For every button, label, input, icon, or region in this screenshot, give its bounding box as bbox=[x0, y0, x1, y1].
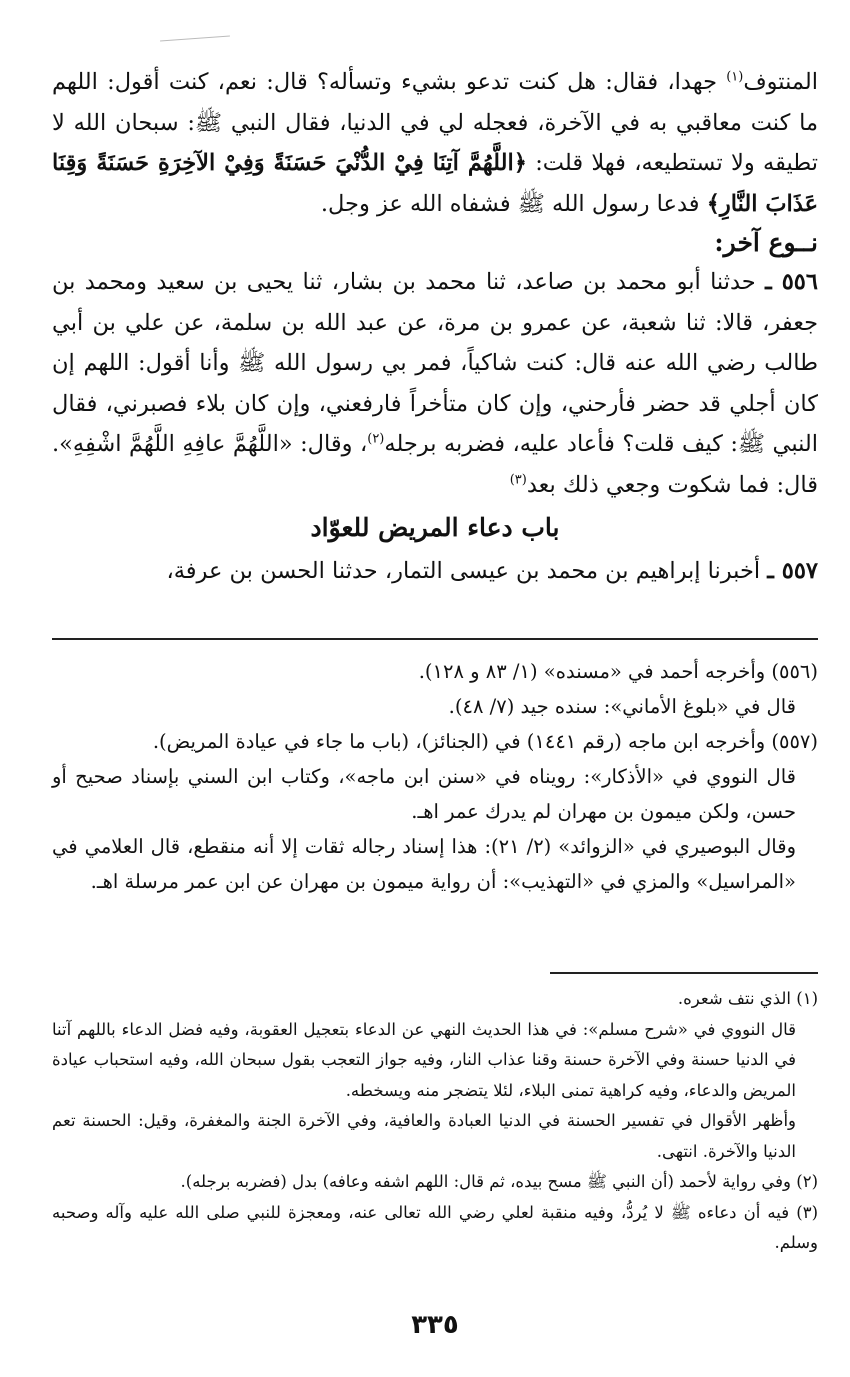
hadith-556 bbox=[52, 262, 818, 505]
hadith-number: ٥٥٧ ـ bbox=[767, 558, 818, 584]
text-segment: جهدا، فقال: هل كنت تدعو بشيء وتسأله؟ قال: نعم، كنت أقول: اللهم ما كنت معاقبي به في الآخرة، فعجله لي في الدنيا، فقال النبي ﷺ: سبحان الله لا تطيقه ولا تستطيعه، فهلا قلت: bbox=[52, 69, 818, 176]
footnote-1-text: قال النووي في «شرح مسلم»: في هذا الحديث النهي عن الدعاء بتعجيل العقوبة، وفيه فضل الدعاء باللهم آتنا في الدنيا حسنة وفي الآخرة حسنة وقنا عذاب النار، وفيه جواز التعجب بقول سبحان الله، وفيه استحباب عيادة المريض والدعاء، وفيه كراهية تمنى البلاء، لئلا يتضجر منه ويسخطه. bbox=[52, 1019, 796, 1100]
book-page bbox=[52, 0, 818, 1377]
footnote-divider bbox=[550, 972, 818, 974]
hadith-557 bbox=[52, 551, 818, 592]
footnote-1: (١) الذي نتف شعره. bbox=[677, 989, 818, 1008]
footnote-ref-2: (٢) bbox=[367, 431, 385, 447]
note-line: (٥٥٧) وأخرجه ابن ماجه (رقم ١٤٤١) في (الجنائز)، (باب ما جاء في عيادة المريض). bbox=[152, 730, 818, 753]
section-heading: نــوع آخر: bbox=[714, 228, 818, 257]
text-segment: فدعا رسول الله ﷺ فشفاه الله عز وجل. bbox=[320, 190, 707, 217]
main-text bbox=[52, 62, 818, 592]
footnote-3: (٣) فيه أن دعاءه ﷺ لا يُردُّ، وفيه منقبة لعلي رضي الله تعالى عنه، ومعجزة للنبي صلى الله عليه وآله وصحبه وسلم. bbox=[52, 1202, 818, 1252]
footnote-ref-1: (١) bbox=[726, 69, 744, 85]
takhrij-notes bbox=[52, 654, 818, 899]
footnote-1-text: وأظهر الأقوال في تفسير الحسنة في الدنيا العبادة والعافية، وفي الآخرة الجنة والمغفرة، وقيل: الحسنة تعم الدنيا والآخرة. انتهى. bbox=[52, 1111, 796, 1161]
footnote-2: (٢) وفي رواية لأحمد (أن النبي ﷺ مسح بيده، ثم قال: اللهم اشفه وعافه) بدل (فضربه برجله). bbox=[180, 1172, 818, 1191]
note-line: قال في «بلوغ الأماني»: سنده جيد (٧/ ٤٨). bbox=[448, 695, 796, 718]
hadith-number: ٥٥٦ ـ bbox=[765, 269, 818, 295]
text-segment: المنتوف bbox=[743, 69, 818, 95]
note-line: قال النووي في «الأذكار»: رويناه في «سنن ابن ماجه»، وكتاب ابن السني بإسناد صحيح أو حسن، ولكن ميمون بن مهران لم يدرك عمر اهـ. bbox=[52, 765, 796, 823]
note-line: (٥٥٦) وأخرجه أحمد في «مسنده» (١/ ٨٣ و ١٢٨). bbox=[418, 660, 818, 683]
paragraph-hadith-continuation bbox=[52, 62, 818, 224]
text-segment: حدثنا أبو محمد بن صاعد، ثنا محمد بن بشار، ثنا يحيى بن سعيد ومحمد بن جعفر، قالا: ثنا شعبة، عن عمرو بن مرة، عن عبد الله بن سلمة، عن علي بن أبي طالب رضي الله عنه قال: كنت شاكياً، فمر بي رسول الله ﷺ وأنا أقول: اللهم إن كان أجلي قد حضر فأرحني، وإن كان متأخراً فارفعني، وإن كان بلاء فصبرني، فقال النبي ﷺ: كيف قلت؟ فأعاد عليه، فضربه برجله bbox=[52, 269, 819, 457]
footnote-ref-3: (٣) bbox=[509, 472, 527, 487]
page-number: ٣٣٥ bbox=[411, 1310, 459, 1340]
text-segment: أخبرنا إبراهيم بن محمد بن عيسى التمار، حدثنا الحسن بن عرفة، bbox=[166, 558, 768, 584]
note-line: وقال البوصيري في «الزوائد» (٢/ ٢١): هذا إسناد رجاله ثقات إلا أنه منقطع، قال العلامي في «المراسيل» والمزي في «التهذيب»: أن رواية ميمون بن مهران عن ابن عمر مرسلة اهـ. bbox=[52, 835, 796, 893]
footnotes bbox=[52, 984, 818, 1259]
divider bbox=[52, 638, 818, 640]
quran-verse: ﴿اللَّهُمَّ آتِنَا فِيْ الدُّنْيَ حَسَنَةً وَفِيْ الآخِرَةِ حَسَنَةً وَقِنَا عَذَابَ النَّارِ﴾ bbox=[52, 150, 818, 217]
chapter-title: باب دعاء المريض للعوّاد bbox=[310, 513, 560, 542]
text-segment: ، وقال: «اللَّهُمَّ عافِهِ اللَّهُمَّ اشْفِهِ». قال: فما شكوت وجعي ذلك بعد bbox=[52, 431, 818, 498]
